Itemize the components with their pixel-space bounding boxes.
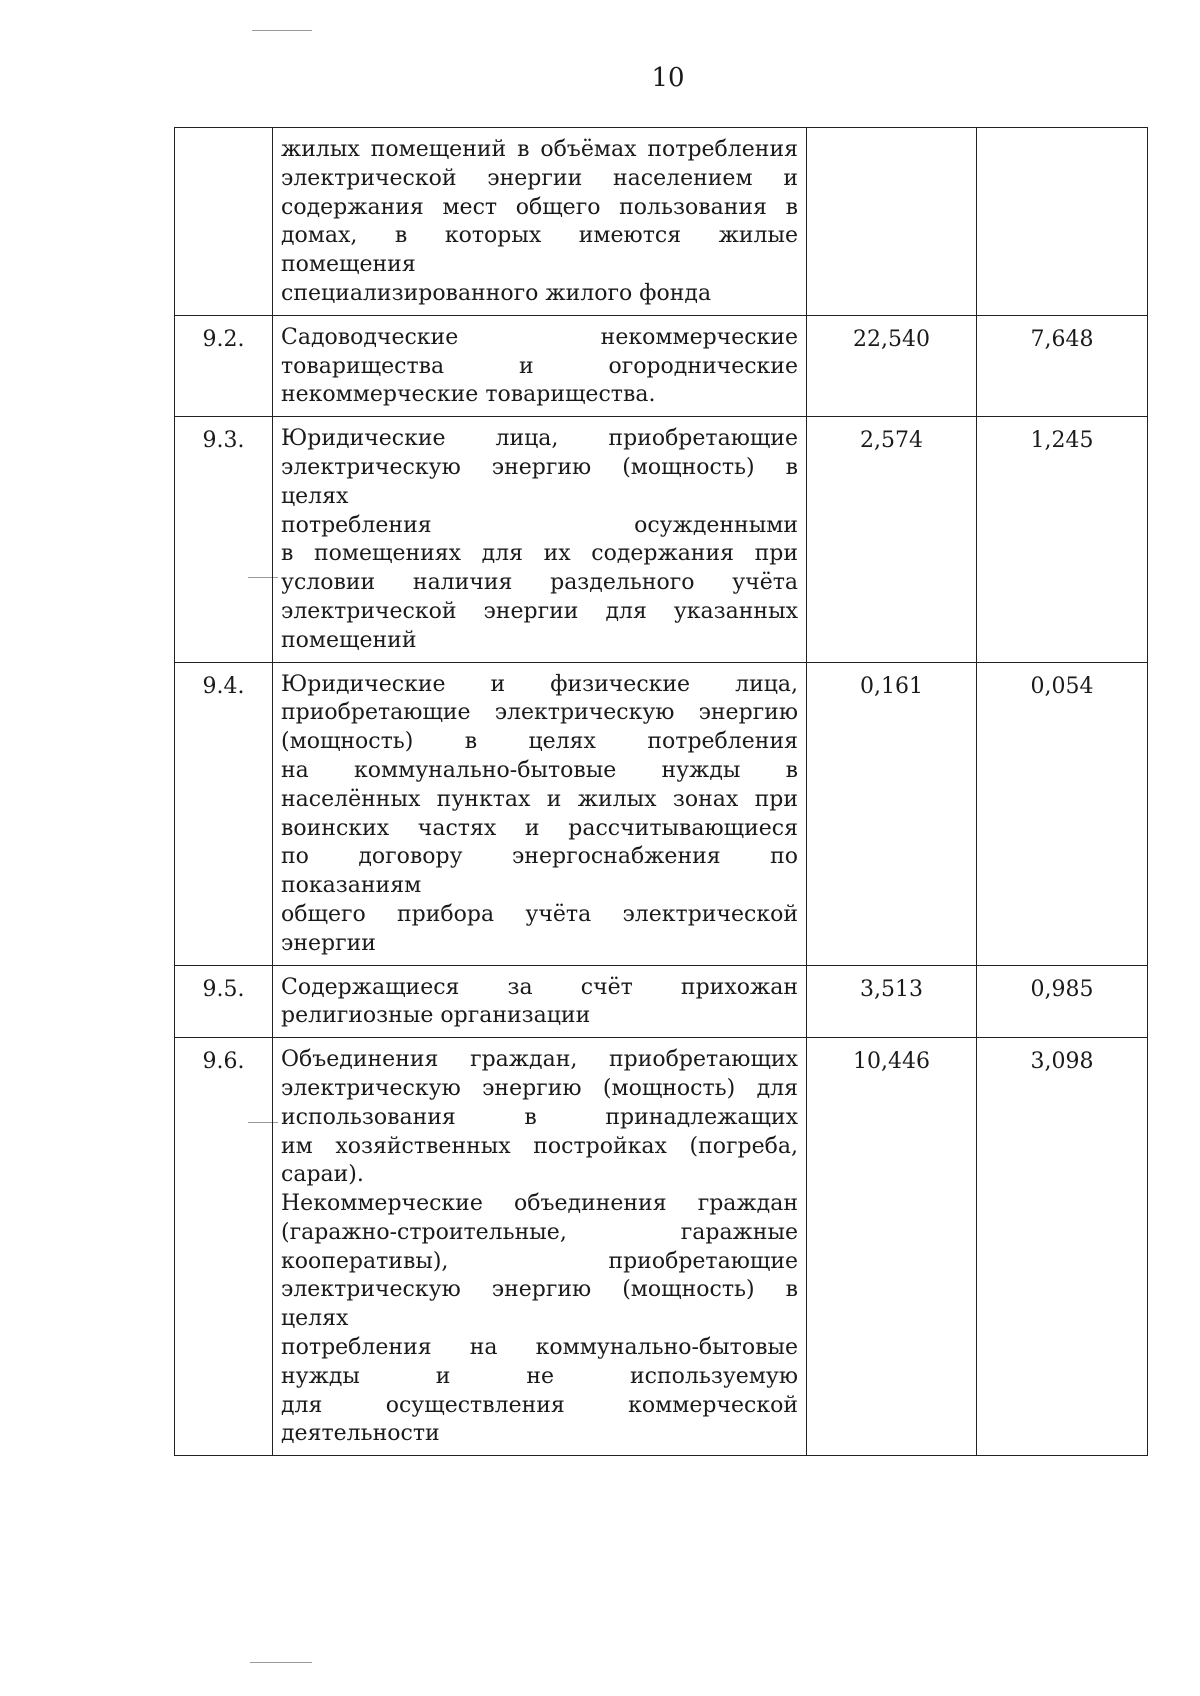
description-line: электрической энергии населением и <box>281 165 798 191</box>
description-line: нужды и не используемую <box>281 1363 798 1389</box>
description-line: помещений <box>281 627 417 653</box>
description-line: населённых пунктах и жилых зонах при <box>281 786 798 812</box>
description-line: общего прибора учёта электрической энергии <box>281 901 798 956</box>
description-line: домах, в которых имеются жилые помещения <box>281 223 798 278</box>
value-cell-2: 0,054 <box>977 662 1148 965</box>
value-cell-2: 3,098 <box>977 1038 1148 1456</box>
value-cell-2: 0,985 <box>977 965 1148 1038</box>
description-line: религиозные организации <box>281 1003 591 1029</box>
description-line: им хозяйственных постройках (погреба, <box>281 1133 798 1159</box>
description-line: условии наличия раздельного учёта <box>281 570 798 596</box>
description-line: товарищества и огороднические <box>281 353 798 379</box>
description-line: деятельности <box>281 1421 440 1447</box>
description-line: Садоводческие некоммерческие <box>281 324 798 350</box>
value-cell-1: 10,446 <box>807 1038 977 1456</box>
table-row <box>175 1038 1148 1456</box>
description-line: электрической энергии для указанных <box>281 598 798 624</box>
value-cell-1 <box>807 128 977 316</box>
value-cell-2: 7,648 <box>977 315 1148 416</box>
description-line: воинских частях и рассчитывающиеся <box>281 815 798 841</box>
description-line: потребления на коммунально-бытовые <box>281 1335 798 1361</box>
row-number-cell: 9.6. <box>175 1038 273 1456</box>
row-description-cell <box>273 315 807 416</box>
description-line: (гаражно-строительные, гаражные <box>281 1219 798 1245</box>
description-line: сараи). <box>281 1162 364 1188</box>
description-line: использования в принадлежащих <box>281 1104 798 1130</box>
table-row <box>175 128 1148 316</box>
description-line: специализированного жилого фонда <box>281 280 712 306</box>
row-number-cell: 9.4. <box>175 662 273 965</box>
row-number-cell: 9.5. <box>175 965 273 1038</box>
table-row <box>175 965 1148 1038</box>
description-line: приобретающие электрическую энергию <box>281 700 798 726</box>
description-line: некоммерческие товарищества. <box>281 382 656 408</box>
value-cell-1: 3,513 <box>807 965 977 1038</box>
row-description-cell <box>273 965 807 1038</box>
description-line: на коммунально-бытовые нужды в <box>281 757 798 783</box>
scan-mark-top <box>252 30 312 31</box>
value-cell-2: 1,245 <box>977 417 1148 662</box>
value-cell-1: 2,574 <box>807 417 977 662</box>
description-line: для осуществления коммерческой <box>281 1392 798 1418</box>
table-row <box>175 417 1148 662</box>
value-cell-2 <box>977 128 1148 316</box>
description-line: электрическую энергию (мощность) для <box>281 1075 798 1101</box>
row-number-cell: 9.3. <box>175 417 273 662</box>
scan-mark-bottom <box>250 1662 312 1663</box>
value-cell-1: 22,540 <box>807 315 977 416</box>
description-line: Содержащиеся за счёт прихожан <box>281 974 798 1000</box>
value-cell-1: 0,161 <box>807 662 977 965</box>
row-description-cell <box>273 417 807 662</box>
row-number-cell <box>175 128 273 316</box>
row-number-cell: 9.2. <box>175 315 273 416</box>
description-line: Объединения граждан, приобретающих <box>281 1047 798 1073</box>
description-line: жилых помещений в объёмах потребления <box>281 137 798 162</box>
table-row <box>175 662 1148 965</box>
description-line: потребления осужденными <box>281 512 798 538</box>
row-description-cell <box>273 1038 807 1456</box>
table-row <box>175 315 1148 416</box>
row-description-cell <box>273 662 807 965</box>
tariff-table <box>174 127 1148 1456</box>
page-number: 10 <box>651 63 685 93</box>
description-line: электрическую энергию (мощность) в целях <box>281 454 798 509</box>
description-line: Некоммерческие объединения граждан <box>281 1191 798 1217</box>
description-line: по договору энергоснабжения по показаниям <box>281 844 798 899</box>
description-line: в помещениях для их содержания при <box>281 541 798 567</box>
table-body <box>175 128 1148 1456</box>
description-line: электрическую энергию (мощность) в целях <box>281 1277 798 1332</box>
description-line: (мощность) в целях потребления <box>281 729 798 755</box>
description-line: содержания мест общего пользования в <box>281 194 798 220</box>
description-line: Юридические и физические лица, <box>281 671 798 697</box>
row-description-cell <box>273 128 807 316</box>
description-line: кооперативы), приобретающие <box>281 1248 798 1274</box>
description-line: Юридические лица, приобретающие <box>281 426 798 452</box>
